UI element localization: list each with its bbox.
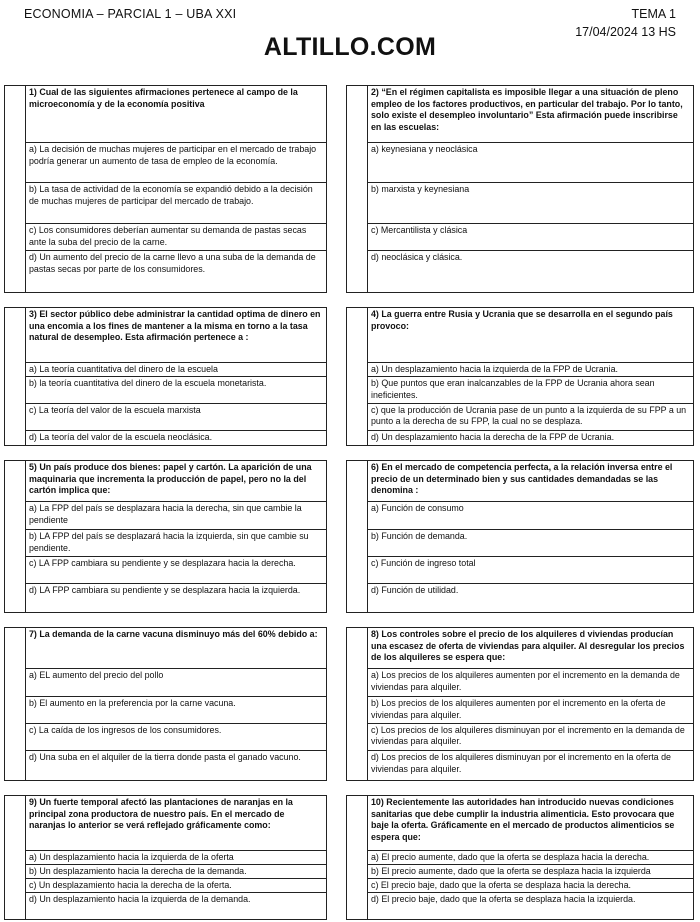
option-b: b) marxista y keynesiana [367,183,693,224]
option-a: a) La FPP del país se desplazara hacia la derecha, sin que cambie la pendiente [25,502,326,530]
question-statement: 8) Los controles sobre el precio de los alquileres d viviendas producían una escasez de oferta de viviendas para alquiler. Al desregular los precios de los alquileres se espera que: [367,628,693,669]
option-c: c) Mercantilista y clásica [367,224,693,251]
option-b: b) Función de demanda. [367,530,693,557]
option-a: a) El precio aumente, dado que la oferta se desplaza hacia la derecha. [367,851,693,865]
question-statement: 4) La guerra entre Rusia y Ucrania que se desarrolla en el segundo país provoco: [367,308,693,363]
option-c: c) LA FPP cambiara su pendiente y se desplazara hacia la derecha. [25,557,326,585]
question-statement: 7) La demanda de la carne vacuna disminuyo más del 60% debido a: [25,628,326,669]
exam-date: 17/04/2024 13 HS [575,25,676,39]
number-column [347,628,368,780]
number-column [5,86,26,292]
number-column [347,461,368,612]
number-column [5,461,26,612]
option-b: b) Los precios de los alquileres aumenten por el incremento en la oferta de viviendas para alquiler. [367,697,693,724]
option-b: b) la teoría cuantitativa del dinero de la escuela monetarista. [25,377,326,404]
question-10-table [346,795,694,920]
question-5-table [4,460,327,613]
number-column [347,86,368,292]
question-statement: 2) “En el régimen capitalista es imposible llegar a una situación de pleno empleo de los factores productivos, en particular del trabajo. Por lo tanto, solo existe el desempleo involuntario” Esta afirmación puede inscribirse en las escuelas: [367,86,693,143]
question-7-table [4,627,327,781]
option-a: a) Un desplazamiento hacia la izquierda de la oferta [25,851,326,865]
option-d: d) Un aumento del precio de la carne llevo a una suba de la demanda de pastas secas por parte de los consumidores. [29,252,316,274]
option-c: c) Los consumidores deberían aumentar su demanda de pastas secas ante la suba del precio de la carne. [25,224,326,251]
question-2-table [346,85,694,293]
option-c: c) El precio baje, dado que la oferta se desplaza hacia la derecha. [367,879,693,893]
number-column [347,308,368,445]
exam-title: ECONOMIA – PARCIAL 1 – UBA XXI [24,7,237,21]
option-b: b) Un desplazamiento hacia la derecha de la demanda. [25,865,326,879]
number-column [5,308,26,445]
option-a: a) EL aumento del precio del pollo [25,669,326,697]
question-3-table [4,307,327,446]
brand-logo-text: ALTILLO.COM [263,33,437,61]
option-a: a) La decisión de muchas mujeres de participar en el mercado de trabajo podría generar un aumento de tasa de empleo de la economía. [25,143,326,183]
option-a: a) Un desplazamiento hacia la izquierda de la FPP de Ucrania. [367,363,693,377]
question-statement: 5) Un país produce dos bienes: papel y cartón. La aparición de una maquinaria que incrementa la producción de papel, pero no la del cartón implica que: [25,461,326,502]
option-b: b) LA FPP del país se desplazará hacia la izquierda, sin que cambie su pendiente. [25,530,326,557]
option-c: c) La teoría del valor de la escuela marxista [25,404,326,432]
option-d: d) neoclásica y clásica. [371,252,463,262]
number-column [347,796,368,919]
question-statement: 1) Cual de las siguientes afirmaciones pertenece al campo de la microeconomía y de la economía positiva [25,86,326,143]
option-b: b) El aumento en la preferencia por la carne vacuna. [25,697,326,724]
option-d: d) Un desplazamiento hacia la izquierda de la demanda. [29,894,251,904]
question-statement: 3) El sector público debe administrar la cantidad optima de dinero en una encomia a los fines de mantener a la misma en torno a la tasa natural de desempleo. Esta afirmación pertenece a : [25,308,326,363]
option-d: d) El precio baje, dado que la oferta se desplaza hacia la izquierda. [371,894,636,904]
question-statement: 9) Un fuerte temporal afectó las plantaciones de naranjas en la principal zona productora de nuestro país. En el mercado de naranjas lo anterior se verá reflejado gráficamente como: [25,796,326,851]
option-d: d) LA FPP cambiara su pendiente y se desplazara hacia la izquierda. [29,585,301,596]
option-a: a) keynesiana y neoclásica [367,143,693,183]
exam-tema: TEMA 1 [631,7,676,21]
option-c: c) Los precios de los alquileres disminuyan por el incremento en la demanda de viviendas para alquiler. [367,724,693,752]
option-c: c) Un desplazamiento hacia la derecha de la oferta. [25,879,326,893]
option-b: b) El precio aumente, dado que la oferta se desplaza hacia la izquierda [367,865,693,879]
option-d: d) Función de utilidad. [371,585,459,596]
question-4-table [346,307,694,446]
option-a: a) Función de consumo [367,502,693,530]
option-b: b) Que puntos que eran inalcanzables de la FPP de Ucrania ahora sean ineficientes. [367,377,693,404]
option-d: d) Los precios de los alquileres disminuyan por el incremento en la oferta de viviendas para alquiler. [371,752,671,775]
number-column [5,628,26,780]
question-8-table [346,627,694,781]
option-a: a) La teoría cuantitativa del dinero de la escuela [25,363,326,377]
option-c: c) que la producción de Ucrania pase de un punto a la izquierda de su FPP a un punto a la derecha de su FPP, la cual no se desplaza. [367,404,693,432]
number-column [5,796,26,919]
option-c: c) La caída de los ingresos de los consumidores. [25,724,326,752]
option-d: d) Una suba en el alquiler de la tierra donde pasta el ganado vacuno. [29,752,301,763]
option-a: a) Los precios de los alquileres aumenten por el incremento en la demanda de viviendas para alquiler. [367,669,693,697]
option-b: b) La tasa de actividad de la economía se expandió debido a la decisión de muchas mujeres de participar del mercado de trabajo. [25,183,326,224]
option-d: d) La teoría del valor de la escuela neoclásica. [29,432,213,443]
option-c: c) Función de ingreso total [367,557,693,585]
question-statement: 6) En el mercado de competencia perfecta, a la relación inversa entre el precio de un determinado bien y sus cantidades demandadas se las denomina : [367,461,693,502]
question-1-table [4,85,327,293]
question-9-table [4,795,327,920]
question-6-table [346,460,694,613]
question-statement: 10) Recientemente las autoridades han introducido nuevas condiciones sanitarias que debe cumplir la industria alimenticia. Esto provocara que baje la oferta. Gráficamente en el mercado de productos alimenticios se espera que: [367,796,693,851]
option-d: d) Un desplazamiento hacia la derecha de la FPP de Ucrania. [371,432,615,443]
